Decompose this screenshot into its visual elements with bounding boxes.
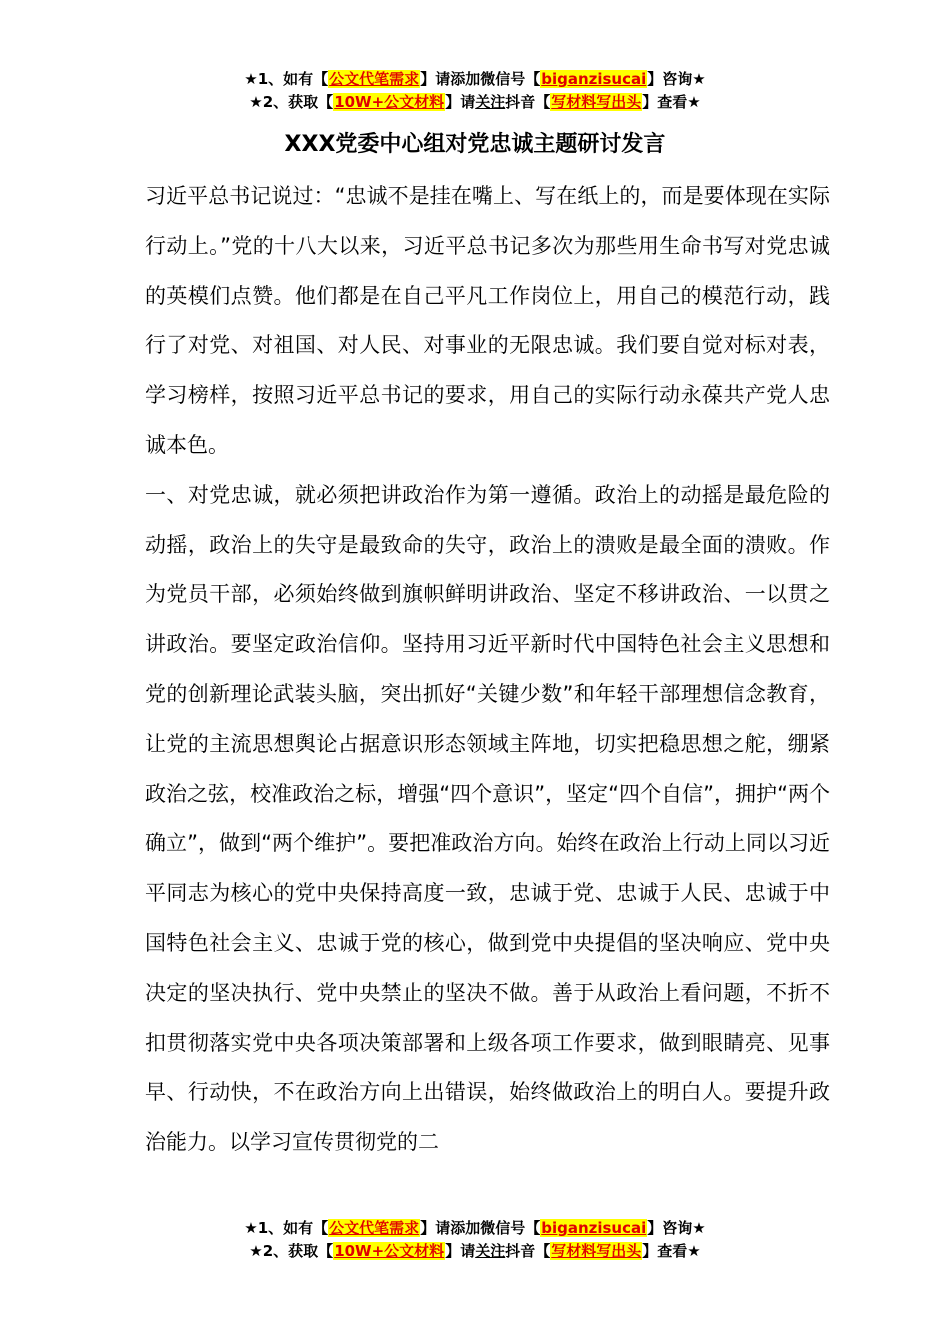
banner-text: 】查看★: [642, 93, 701, 111]
banner-text: 抖音【: [505, 93, 551, 111]
banner-line-1: [0, 1217, 950, 1240]
banner-text: 】请添加微信号【: [420, 1219, 541, 1237]
banner-line-2: [0, 1240, 950, 1263]
header-banner: [0, 68, 950, 114]
banner-text: 抖音【: [505, 1242, 551, 1260]
banner-text: ★1、如有【: [244, 70, 329, 88]
banner-text: ★2、获取【: [249, 1242, 334, 1260]
footer-banner: [0, 1217, 950, 1263]
banner-highlight: 公文代笔需求: [329, 70, 420, 88]
banner-line-2: [0, 91, 950, 114]
banner-text: ★1、如有【: [244, 1219, 329, 1237]
banner-highlight: 10W+公文材料: [334, 1242, 445, 1260]
banner-text: 】请: [445, 1242, 476, 1260]
body-paragraph-1: 习近平总书记说过：“忠诚不是挂在嘴上、写在纸上的，而是要体现在实际行动上。”党的十八大以来，习近平总书记多次为那些用生命书写对党忠诚的英模们点赞。他们都是在自己平凡工作岗位上，用自己的模范行动，践行了对党、对祖国、对人民、对事业的无限忠诚。我们要自觉对标对表，学习榜样，按照习近平总书记的要求，用自己的实际行动永葆共产党人忠诚本色。: [145, 184, 830, 457]
banner-text: 】请: [445, 93, 476, 111]
document-body: [145, 172, 830, 1168]
banner-line-1: [0, 68, 950, 91]
banner-text: 】请添加微信号【: [420, 70, 541, 88]
banner-highlight: 10W+公文材料: [334, 93, 445, 111]
banner-underlined-text: 关注: [475, 93, 506, 111]
wechat-id-highlight: biganzisucai: [541, 1219, 647, 1237]
banner-highlight: 公文代笔需求: [329, 1219, 420, 1237]
banner-underlined-text: 关注: [475, 1242, 506, 1260]
douyin-account-highlight: 写材料写出头: [551, 1242, 642, 1260]
banner-text: ★2、获取【: [249, 93, 334, 111]
banner-text: 】咨询★: [647, 1219, 706, 1237]
banner-text: 】查看★: [642, 1242, 701, 1260]
wechat-id-highlight: biganzisucai: [541, 70, 647, 88]
body-paragraph-2: 一、对党忠诚，就必须把讲政治作为第一遵循。政治上的动摇是最危险的动摇，政治上的失守是最致命的失守，政治上的溃败是最全面的溃败。作为党员干部，必须始终做到旗帜鲜明讲政治、坚定不移讲政治、一以贯之讲政治。要坚定政治信仰。坚持用习近平新时代中国特色社会主义思想和党的创新理论武装头脑，突出抓好“关键少数”和年轻干部理想信念教育，让党的主流思想舆论占据意识形态领域主阵地，切实把稳思想之舵，绷紧政治之弦，校准政治之标，增强“四个意识”，坚定“四个自信”，拥护“两个确立”，做到“两个维护”。要把准政治方向。始终在政治上行动上同以习近平同志为核心的党中央保持高度一致，忠诚于党、忠诚于人民、忠诚于中国特色社会主义、忠诚于党的核心，做到党中央提倡的坚决响应、党中央决定的坚决执行、党中央禁止的坚决不做。善于从政治上看问题，不折不扣贯彻落实党中央各项决策部署和上级各项工作要求，做到眼睛亮、见事早、行动快，不在政治方向上出错误，始终做政治上的明白人。要提升政治能力。以学习宣传贯彻党的二: [145, 482, 830, 1155]
douyin-account-highlight: 写材料写出头: [551, 93, 642, 111]
document-title: XXX党委中心组对党忠诚主题研讨发言: [284, 132, 666, 157]
banner-text: 】咨询★: [647, 70, 706, 88]
